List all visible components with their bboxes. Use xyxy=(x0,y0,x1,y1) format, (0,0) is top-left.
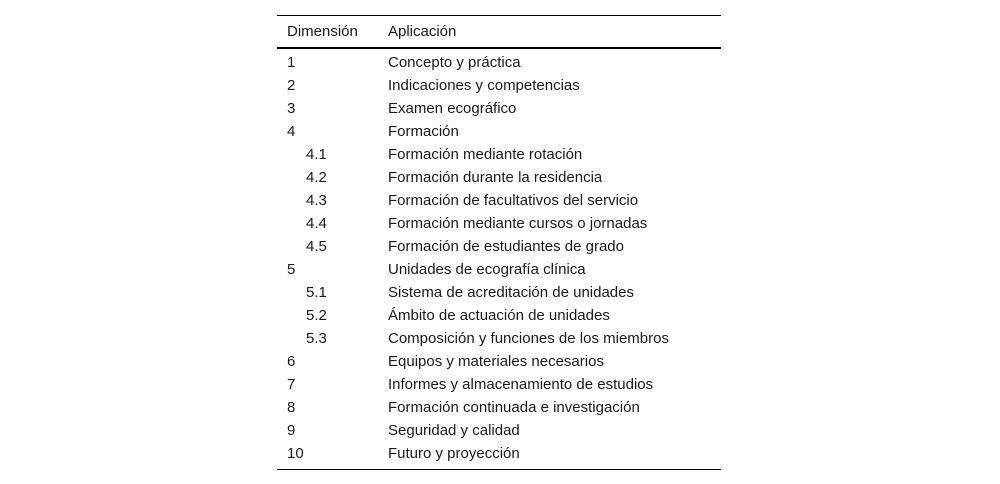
table-body xyxy=(277,48,721,470)
dimension-number: 4.4 xyxy=(306,215,327,232)
dimension-number: 4.1 xyxy=(306,146,327,163)
application-cell: Futuro y proyección xyxy=(388,445,520,462)
dimension-cell xyxy=(277,258,388,281)
table-row-subitem xyxy=(277,304,721,327)
dimension-cell xyxy=(277,48,388,74)
dimension-cell xyxy=(277,281,388,304)
dimension-number: 9 xyxy=(287,422,296,439)
dimension-number: 8 xyxy=(287,399,296,416)
dimension-cell xyxy=(277,304,388,327)
application-cell: Formación durante la residencia xyxy=(388,169,603,186)
table-row xyxy=(277,120,721,143)
dimension-number: 4.2 xyxy=(306,169,327,186)
table-row xyxy=(277,97,721,120)
table-row-subitem xyxy=(277,189,721,212)
table-row xyxy=(277,48,721,74)
dimension-number: 5.1 xyxy=(306,284,327,301)
dimension-cell xyxy=(277,189,388,212)
header-dimension: Dimensión xyxy=(287,23,358,40)
dimension-cell xyxy=(277,396,388,419)
application-cell: Sistema de acreditación de unidades xyxy=(388,284,634,301)
application-cell: Formación mediante cursos o jornadas xyxy=(388,215,648,232)
application-cell: Composición y funciones de los miembros xyxy=(388,330,669,347)
table-row xyxy=(277,74,721,97)
dimension-number: 2 xyxy=(287,77,296,94)
dimension-cell xyxy=(277,74,388,97)
dimension-number: 4 xyxy=(287,123,296,140)
dimension-cell xyxy=(277,120,388,143)
application-cell: Formación de estudiantes de grado xyxy=(388,238,624,255)
table-row xyxy=(277,442,721,470)
table-row-subitem xyxy=(277,143,721,166)
dimension-cell xyxy=(277,327,388,350)
header-application: Aplicación xyxy=(388,23,457,40)
dimensions-table-container xyxy=(277,15,721,470)
table-row xyxy=(277,373,721,396)
dimension-cell xyxy=(277,212,388,235)
application-cell: Ámbito de actuación de unidades xyxy=(388,307,610,324)
dimension-number: 3 xyxy=(287,100,296,117)
dimension-number: 4.5 xyxy=(306,238,327,255)
application-cell: Formación de facultativos del servicio xyxy=(388,192,639,209)
dimension-cell xyxy=(277,235,388,258)
dimension-number: 5.3 xyxy=(306,330,327,347)
table-row xyxy=(277,350,721,373)
table-row-subitem xyxy=(277,166,721,189)
table-row-subitem xyxy=(277,281,721,304)
dimension-cell xyxy=(277,350,388,373)
table-row-subitem xyxy=(277,327,721,350)
table-row xyxy=(277,396,721,419)
dimension-number: 1 xyxy=(287,54,296,71)
application-cell: Seguridad y calidad xyxy=(388,422,520,439)
application-cell: Concepto y práctica xyxy=(388,54,521,71)
dimension-number: 10 xyxy=(287,445,304,462)
dimension-number: 4.3 xyxy=(306,192,327,209)
dimension-number: 7 xyxy=(287,376,296,393)
dimension-cell xyxy=(277,442,388,470)
dimension-cell xyxy=(277,143,388,166)
dimension-cell xyxy=(277,97,388,120)
table-header xyxy=(277,16,721,49)
dimension-number: 5.2 xyxy=(306,307,327,324)
table-row xyxy=(277,258,721,281)
header-row xyxy=(277,16,721,49)
dimensions-table xyxy=(277,15,721,470)
dimension-number: 5 xyxy=(287,261,296,278)
application-cell: Examen ecográfico xyxy=(388,100,517,117)
application-cell: Formación continuada e investigación xyxy=(388,399,640,416)
dimension-cell xyxy=(277,373,388,396)
application-cell: Informes y almacenamiento de estudios xyxy=(388,376,654,393)
application-cell: Indicaciones y competencias xyxy=(388,77,580,94)
dimension-cell xyxy=(277,166,388,189)
dimension-cell xyxy=(277,419,388,442)
application-cell: Formación mediante rotación xyxy=(388,146,583,163)
table-row-subitem xyxy=(277,212,721,235)
table-row xyxy=(277,419,721,442)
application-cell: Equipos y materiales necesarios xyxy=(388,353,604,370)
dimension-number: 6 xyxy=(287,353,296,370)
table-row-subitem xyxy=(277,235,721,258)
application-cell: Formación xyxy=(388,123,459,140)
application-cell: Unidades de ecografía clínica xyxy=(388,261,586,278)
